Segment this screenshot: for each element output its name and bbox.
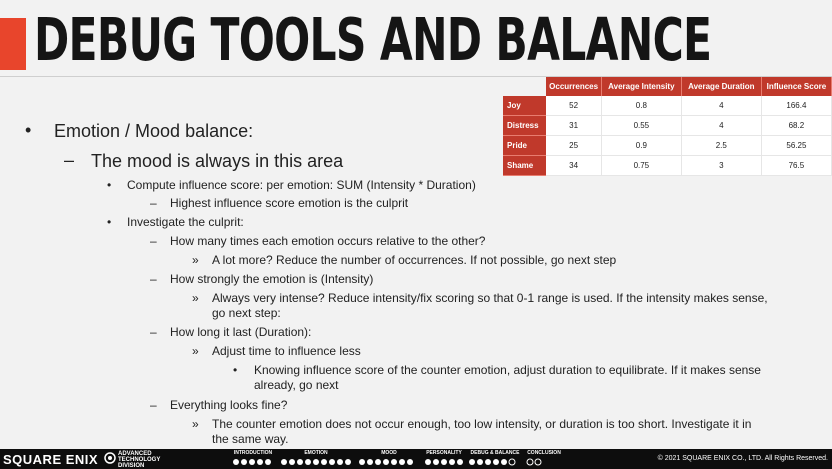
bullet-level4: Highest influence score emotion is the culprit	[170, 196, 409, 210]
table-cell: 166.4	[761, 96, 831, 116]
row-header: Joy	[503, 96, 546, 116]
nav-label: PERSONALITY	[426, 450, 462, 456]
slide-title: DEBUG TOOLS AND BALANCE	[34, 5, 712, 74]
table-row	[503, 96, 832, 116]
bullet-dot: •	[25, 120, 32, 140]
table-cell: 2.5	[681, 136, 761, 156]
bullet-level5: A lot more? Reduce the number of occurrences. If not possible, go next step	[212, 253, 617, 267]
bullet-dash: –	[150, 325, 157, 339]
table-cell: 56.25	[761, 136, 831, 156]
nav-label: MOOD	[381, 450, 397, 456]
table-cell: 34	[546, 156, 601, 176]
row-header: Pride	[503, 136, 546, 156]
table-corner	[503, 77, 546, 96]
progress-dots-icon	[358, 458, 420, 466]
square-enix-logo: SQUARE ENIX	[3, 452, 99, 467]
table-cell: 0.75	[601, 156, 681, 176]
bullet-dash: –	[150, 272, 157, 286]
atd-logo-text	[118, 451, 160, 469]
table-cell: 52	[546, 96, 601, 116]
table-cell: 3	[681, 156, 761, 176]
bullet-level5-continuation: go next step:	[212, 306, 281, 320]
bullet-level4: How many times each emotion occurs relative to the other?	[170, 234, 486, 248]
atd-logo-icon	[104, 452, 116, 464]
bullet-level3: Compute influence score: per emotion: SUM (Intensity * Duration)	[127, 178, 476, 192]
progress-dots-icon	[280, 458, 352, 466]
bullet-level4: Everything looks fine?	[170, 398, 288, 412]
nav-label: DEBUG & BALANCE	[470, 450, 520, 456]
bullet-dash: –	[150, 196, 157, 210]
bullet-dash: –	[150, 398, 157, 412]
column-header-average-intensity: Average Intensity	[601, 77, 681, 96]
bullet-level1: Emotion / Mood balance:	[54, 121, 254, 141]
atd-line: TECHNOLOGY	[118, 457, 161, 463]
nav-section-introduction	[232, 450, 274, 466]
column-header-occurrences: Occurrences	[546, 77, 601, 96]
bullet-dash: –	[150, 234, 157, 248]
nav-label: INTRODUCTION	[233, 450, 273, 456]
column-header-influence-score: Influence Score	[761, 77, 831, 96]
table-cell: 0.55	[601, 116, 681, 136]
bullet-level2: The mood is always in this area	[91, 151, 344, 171]
table-cell: 4	[681, 116, 761, 136]
progress-dots-icon	[424, 458, 464, 466]
bullet-dot: •	[107, 178, 112, 192]
row-header: Distress	[503, 116, 546, 136]
column-header-average-duration: Average Duration	[681, 77, 761, 96]
bullet-dot: •	[233, 363, 238, 377]
table-cell: 31	[546, 116, 601, 136]
bullet-level5-continuation: the same way.	[212, 432, 289, 446]
progress-dots-icon	[468, 458, 522, 466]
copyright-notice: © 2021 SQUARE ENIX CO., LTD. All Rights Reserved.	[657, 455, 828, 462]
table-cell: 68.2	[761, 116, 831, 136]
bullet-chevron: »	[192, 253, 199, 267]
title-accent-bar	[0, 18, 26, 70]
bullet-level5: Adjust time to influence less	[212, 344, 361, 358]
footer-bar	[0, 449, 832, 469]
bullet-chevron: »	[192, 344, 199, 358]
table-row	[503, 136, 832, 156]
bullet-level6-continuation: already, go next	[254, 378, 339, 392]
table-row	[503, 156, 832, 176]
bullet-level6: Knowing influence score of the counter emotion, adjust duration to equilibrate. If it makes sense	[254, 363, 761, 377]
bullet-level5: Always very intense? Reduce intensity/fix scoring so that 0-1 range is used. If the intensity makes sense,	[212, 291, 768, 305]
bullet-level5: The counter emotion does not occur enough, too low intensity, or duration is too short. Investigate it in	[212, 417, 752, 431]
bullet-level4: How strongly the emotion is (Intensity)	[170, 272, 374, 286]
table-header-row	[503, 77, 832, 96]
table-cell: 0.9	[601, 136, 681, 156]
atd-line: ADVANCED	[118, 451, 152, 457]
nav-section-conclusion	[526, 450, 562, 466]
emotion-influence-table	[503, 77, 832, 176]
table-cell: 76.5	[761, 156, 831, 176]
table-cell: 4	[681, 96, 761, 116]
bullet-dot: •	[107, 215, 112, 229]
nav-label: EMOTION	[304, 450, 328, 456]
nav-section-mood	[358, 450, 420, 466]
nav-section-personality	[424, 450, 464, 466]
nav-section-debug-balance	[468, 450, 522, 466]
bullet-chevron: »	[192, 291, 199, 305]
nav-section-emotion	[280, 450, 352, 466]
atd-line: DIVISION	[118, 463, 145, 469]
table-cell: 25	[546, 136, 601, 156]
nav-label: CONCLUSION	[527, 450, 561, 456]
progress-dots-icon	[526, 458, 562, 466]
bullet-chevron: »	[192, 417, 199, 431]
progress-dots-icon	[232, 458, 274, 466]
row-header: Shame	[503, 156, 546, 176]
bullet-dash: –	[64, 150, 75, 170]
table-row	[503, 116, 832, 136]
bullet-level3: Investigate the culprit:	[127, 215, 244, 229]
bullet-level4: How long it last (Duration):	[170, 325, 312, 339]
table-cell: 0.8	[601, 96, 681, 116]
